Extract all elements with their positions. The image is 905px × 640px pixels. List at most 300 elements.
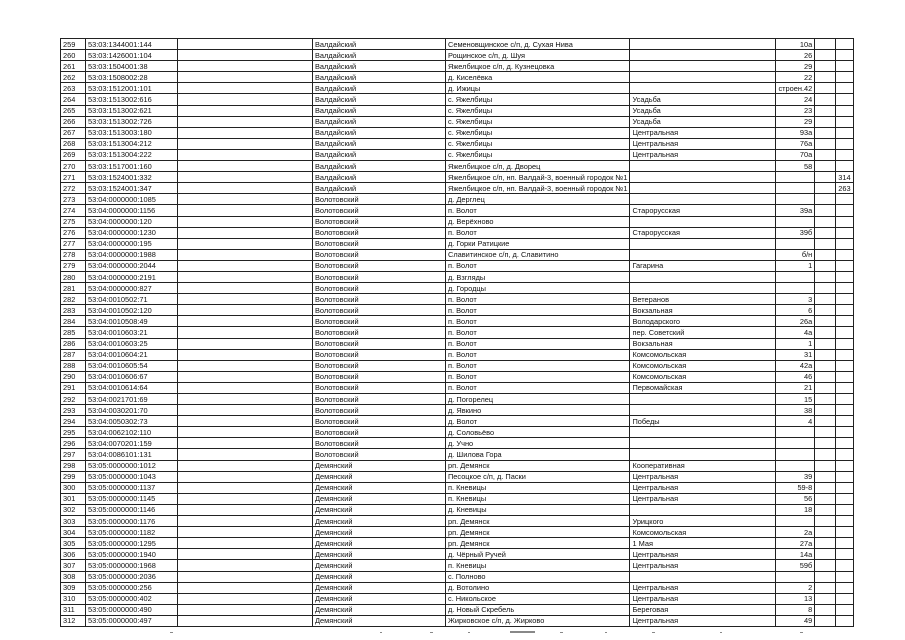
extra-number	[836, 593, 853, 604]
table-row	[61, 116, 854, 127]
street-cell: Вокзальная	[630, 338, 776, 349]
district-cell: Демянский	[313, 482, 446, 493]
blank-cell	[178, 194, 313, 205]
table-row	[61, 360, 854, 371]
house-number: 29	[776, 61, 815, 72]
row-number: 297	[61, 449, 86, 460]
blank-cell-2	[815, 249, 836, 260]
table-row	[61, 593, 854, 604]
house-number: 3	[776, 294, 815, 305]
address-cell: с. Яжелбицы	[446, 138, 630, 149]
address-cell: с. Никольское	[446, 593, 630, 604]
table-row	[61, 294, 854, 305]
extra-number	[836, 149, 853, 160]
house-number: 10а	[776, 39, 815, 50]
blank-cell	[178, 394, 313, 405]
blank-cell-2	[815, 371, 836, 382]
district-cell: Волотовский	[313, 316, 446, 327]
extra-number	[836, 249, 853, 260]
table-row	[61, 482, 854, 493]
row-number: 307	[61, 560, 86, 571]
cadastral-number: 53:04:0010603:21	[86, 327, 178, 338]
district-cell: Демянский	[313, 516, 446, 527]
table-row	[61, 249, 854, 260]
blank-cell-2	[815, 582, 836, 593]
cadastral-number: 53:05:0000000:256	[86, 582, 178, 593]
house-number	[776, 271, 815, 282]
house-number: 39б	[776, 227, 815, 238]
address-cell: д. Взгляды	[446, 271, 630, 282]
address-cell: п. Волот	[446, 205, 630, 216]
cadastral-number: 53:03:1524001:347	[86, 183, 178, 194]
house-number: 22	[776, 72, 815, 83]
blank-cell-2	[815, 39, 836, 50]
extra-number	[836, 94, 853, 105]
house-number: 39а	[776, 205, 815, 216]
address-cell: д. Новый Скребель	[446, 604, 630, 615]
address-cell: д. Киселёвка	[446, 72, 630, 83]
district-cell: Демянский	[313, 527, 446, 538]
row-number: 270	[61, 161, 86, 172]
house-number: 93а	[776, 127, 815, 138]
row-number: 308	[61, 571, 86, 582]
cadastral-number: 53:04:0010502:71	[86, 294, 178, 305]
row-number: 280	[61, 271, 86, 282]
house-number: 1	[776, 260, 815, 271]
address-cell: с. Яжелбицы	[446, 116, 630, 127]
table-row	[61, 615, 854, 626]
cadastral-number: 53:04:0050302:73	[86, 416, 178, 427]
blank-cell-2	[815, 61, 836, 72]
house-number: 13	[776, 593, 815, 604]
blank-cell	[178, 604, 313, 615]
address-cell: рп. Демянск	[446, 516, 630, 527]
address-cell: Жирковское с/п, д. Жирково	[446, 615, 630, 626]
row-number: 294	[61, 416, 86, 427]
street-cell	[630, 61, 776, 72]
street-cell	[630, 571, 776, 582]
row-number: 303	[61, 516, 86, 527]
house-number	[776, 238, 815, 249]
house-number: 8	[776, 604, 815, 615]
street-cell: Гагарина	[630, 260, 776, 271]
row-number: 262	[61, 72, 86, 83]
blank-cell-2	[815, 438, 836, 449]
table-row	[61, 394, 854, 405]
row-number: 299	[61, 471, 86, 482]
blank-cell	[178, 39, 313, 50]
street-cell	[630, 194, 776, 205]
extra-number	[836, 416, 853, 427]
blank-cell-2	[815, 516, 836, 527]
row-number: 282	[61, 294, 86, 305]
blank-cell-2	[815, 172, 836, 183]
row-number: 263	[61, 83, 86, 94]
address-cell: п. Кневицы	[446, 482, 630, 493]
cadastral-number: 53:04:0000000:2044	[86, 260, 178, 271]
house-number: 2	[776, 582, 815, 593]
house-number: 76а	[776, 138, 815, 149]
cadastral-number: 53:05:0000000:1968	[86, 560, 178, 571]
extra-number	[836, 460, 853, 471]
address-cell: Рощинское с/п, д. Шуя	[446, 50, 630, 61]
blank-cell	[178, 527, 313, 538]
house-number: 39	[776, 471, 815, 482]
address-cell: п. Волот	[446, 294, 630, 305]
blank-cell	[178, 538, 313, 549]
address-cell: п. Волот	[446, 305, 630, 316]
cadastral-number: 53:04:0000000:827	[86, 283, 178, 294]
cadastral-number: 53:04:0000000:2191	[86, 271, 178, 282]
extra-number	[836, 471, 853, 482]
scan-bottom-marks	[0, 630, 905, 636]
extra-number	[836, 216, 853, 227]
table-row	[61, 327, 854, 338]
district-cell: Валдайский	[313, 183, 446, 194]
street-cell: 1 Мая	[630, 538, 776, 549]
house-number: 14а	[776, 549, 815, 560]
table-row	[61, 216, 854, 227]
house-number: 4	[776, 416, 815, 427]
district-cell: Демянский	[313, 615, 446, 626]
extra-number	[836, 571, 853, 582]
extra-number	[836, 205, 853, 216]
street-cell	[630, 50, 776, 61]
cadastral-number: 53:05:0000000:1182	[86, 527, 178, 538]
blank-cell-2	[815, 105, 836, 116]
house-number	[776, 216, 815, 227]
address-cell: д. Горки Ратицкие	[446, 238, 630, 249]
blank-cell	[178, 371, 313, 382]
house-number: 21	[776, 382, 815, 393]
extra-number	[836, 316, 853, 327]
blank-cell	[178, 61, 313, 72]
row-number: 259	[61, 39, 86, 50]
blank-cell	[178, 94, 313, 105]
street-cell: Центральная	[630, 582, 776, 593]
address-cell: с. Яжелбицы	[446, 94, 630, 105]
street-cell	[630, 449, 776, 460]
extra-number	[836, 493, 853, 504]
blank-cell-2	[815, 94, 836, 105]
blank-cell	[178, 493, 313, 504]
district-cell: Волотовский	[313, 449, 446, 460]
blank-cell-2	[815, 238, 836, 249]
blank-cell	[178, 260, 313, 271]
district-cell: Волотовский	[313, 271, 446, 282]
extra-number	[836, 72, 853, 83]
address-cell: д. Соловьёво	[446, 427, 630, 438]
row-number: 287	[61, 349, 86, 360]
table-row	[61, 149, 854, 160]
address-cell: п. Волот	[446, 338, 630, 349]
cadastral-number: 53:04:0010606:67	[86, 371, 178, 382]
blank-cell-2	[815, 127, 836, 138]
table-row	[61, 61, 854, 72]
district-cell: Валдайский	[313, 172, 446, 183]
blank-cell-2	[815, 138, 836, 149]
blank-cell	[178, 615, 313, 626]
blank-cell	[178, 516, 313, 527]
row-number: 274	[61, 205, 86, 216]
district-cell: Волотовский	[313, 427, 446, 438]
district-cell: Демянский	[313, 504, 446, 515]
street-cell: Центральная	[630, 493, 776, 504]
blank-cell-2	[815, 382, 836, 393]
street-cell: Ветеранов	[630, 294, 776, 305]
blank-cell-2	[815, 294, 836, 305]
blank-cell-2	[815, 338, 836, 349]
row-number: 293	[61, 405, 86, 416]
blank-cell	[178, 205, 313, 216]
district-cell: Валдайский	[313, 39, 446, 50]
district-cell: Волотовский	[313, 283, 446, 294]
row-number: 309	[61, 582, 86, 593]
extra-number	[836, 449, 853, 460]
cadastral-number: 53:05:0000000:497	[86, 615, 178, 626]
extra-number	[836, 360, 853, 371]
row-number: 268	[61, 138, 86, 149]
blank-cell-2	[815, 527, 836, 538]
house-number: строен.42	[776, 83, 815, 94]
row-number: 304	[61, 527, 86, 538]
house-number: 56	[776, 493, 815, 504]
table-row	[61, 493, 854, 504]
district-cell: Демянский	[313, 471, 446, 482]
blank-cell-2	[815, 260, 836, 271]
house-number	[776, 438, 815, 449]
district-cell: Валдайский	[313, 149, 446, 160]
cadastral-number: 53:03:1513003:180	[86, 127, 178, 138]
street-cell: Комсомольская	[630, 527, 776, 538]
blank-cell-2	[815, 504, 836, 515]
district-cell: Волотовский	[313, 327, 446, 338]
table-row	[61, 371, 854, 382]
cadastral-number: 53:05:0000000:1940	[86, 549, 178, 560]
row-number: 275	[61, 216, 86, 227]
row-number: 277	[61, 238, 86, 249]
district-cell: Валдайский	[313, 116, 446, 127]
blank-cell-2	[815, 360, 836, 371]
district-cell: Волотовский	[313, 382, 446, 393]
table-row	[61, 194, 854, 205]
row-number: 305	[61, 538, 86, 549]
extra-number	[836, 394, 853, 405]
table-row	[61, 271, 854, 282]
blank-cell	[178, 482, 313, 493]
row-number: 271	[61, 172, 86, 183]
blank-cell-2	[815, 205, 836, 216]
house-number: 42а	[776, 360, 815, 371]
district-cell: Волотовский	[313, 349, 446, 360]
blank-cell	[178, 405, 313, 416]
street-cell	[630, 271, 776, 282]
table-row	[61, 382, 854, 393]
cadastral-number: 53:03:1513002:726	[86, 116, 178, 127]
cadastral-number: 53:04:0000000:1230	[86, 227, 178, 238]
cadastral-number: 53:04:0070201:159	[86, 438, 178, 449]
extra-number	[836, 427, 853, 438]
table-row	[61, 83, 854, 94]
cadastral-number: 53:04:0010614:64	[86, 382, 178, 393]
table-row	[61, 460, 854, 471]
address-cell: д. Городцы	[446, 283, 630, 294]
registry-rows	[61, 39, 854, 627]
address-cell: д. Шилова Гора	[446, 449, 630, 460]
cadastral-number: 53:05:0000000:1176	[86, 516, 178, 527]
blank-cell-2	[815, 316, 836, 327]
row-number: 284	[61, 316, 86, 327]
address-cell: Яжелбицкое с/п, нп. Валдай-3, военный городок №1	[446, 183, 630, 194]
blank-cell	[178, 183, 313, 194]
blank-cell	[178, 305, 313, 316]
street-cell	[630, 39, 776, 50]
cadastral-number: 53:03:1426001:104	[86, 50, 178, 61]
address-cell: п. Волот	[446, 227, 630, 238]
house-number: 4а	[776, 327, 815, 338]
extra-number	[836, 116, 853, 127]
address-cell: д. Погорелец	[446, 394, 630, 405]
street-cell: Центральная	[630, 138, 776, 149]
table-row	[61, 449, 854, 460]
cadastral-number: 53:03:1512001:101	[86, 83, 178, 94]
district-cell: Валдайский	[313, 105, 446, 116]
cadastral-number: 53:04:0062102:110	[86, 427, 178, 438]
extra-number	[836, 271, 853, 282]
street-cell: Первомайская	[630, 382, 776, 393]
address-cell: п. Волот	[446, 371, 630, 382]
blank-cell	[178, 360, 313, 371]
district-cell: Волотовский	[313, 416, 446, 427]
table-row	[61, 183, 854, 194]
extra-number	[836, 549, 853, 560]
cadastral-number: 53:04:0000000:195	[86, 238, 178, 249]
blank-cell-2	[815, 571, 836, 582]
house-number: 49	[776, 615, 815, 626]
blank-cell-2	[815, 216, 836, 227]
address-cell: с. Полново	[446, 571, 630, 582]
blank-cell-2	[815, 615, 836, 626]
address-cell: Яжелбицкое с/п, д. Дворец	[446, 161, 630, 172]
cadastral-number: 53:03:1513002:621	[86, 105, 178, 116]
district-cell: Валдайский	[313, 72, 446, 83]
table-row	[61, 471, 854, 482]
cadastral-number: 53:04:0000000:1085	[86, 194, 178, 205]
district-cell: Демянский	[313, 604, 446, 615]
blank-cell-2	[815, 227, 836, 238]
cadastral-number: 53:05:0000000:490	[86, 604, 178, 615]
street-cell: Центральная	[630, 149, 776, 160]
district-cell: Демянский	[313, 549, 446, 560]
cadastral-number: 53:05:0000000:402	[86, 593, 178, 604]
extra-number	[836, 294, 853, 305]
table-row	[61, 571, 854, 582]
cadastral-number: 53:05:0000000:1145	[86, 493, 178, 504]
address-cell: с. Яжелбицы	[446, 127, 630, 138]
blank-cell	[178, 249, 313, 260]
table-row	[61, 349, 854, 360]
row-number: 279	[61, 260, 86, 271]
district-cell: Демянский	[313, 593, 446, 604]
table-row	[61, 427, 854, 438]
address-cell: рп. Демянск	[446, 527, 630, 538]
extra-number	[836, 127, 853, 138]
blank-cell	[178, 449, 313, 460]
house-number: 23	[776, 105, 815, 116]
blank-cell	[178, 172, 313, 183]
address-cell: Яжелбицкое с/п, нп. Валдай-3, военный городок №1	[446, 172, 630, 183]
extra-number	[836, 227, 853, 238]
blank-cell	[178, 83, 313, 94]
house-number	[776, 571, 815, 582]
cadastral-number: 53:03:1344001:144	[86, 39, 178, 50]
street-cell: Комсомольская	[630, 371, 776, 382]
street-cell: Вокзальная	[630, 305, 776, 316]
address-cell: п. Волот	[446, 349, 630, 360]
house-number	[776, 194, 815, 205]
cadastral-number: 53:04:0000000:120	[86, 216, 178, 227]
street-cell	[630, 72, 776, 83]
house-number: 59-8	[776, 482, 815, 493]
row-number: 288	[61, 360, 86, 371]
street-cell	[630, 405, 776, 416]
row-number: 290	[61, 371, 86, 382]
street-cell: Володарского	[630, 316, 776, 327]
street-cell	[630, 238, 776, 249]
street-cell: Комсомольская	[630, 360, 776, 371]
district-cell: Демянский	[313, 460, 446, 471]
blank-cell-2	[815, 349, 836, 360]
street-cell: Центральная	[630, 482, 776, 493]
row-number: 264	[61, 94, 86, 105]
cadastral-number: 53:04:0010508:49	[86, 316, 178, 327]
table-row	[61, 161, 854, 172]
table-row	[61, 538, 854, 549]
house-number: 18	[776, 504, 815, 515]
blank-cell	[178, 116, 313, 127]
district-cell: Волотовский	[313, 249, 446, 260]
blank-cell-2	[815, 194, 836, 205]
cadastral-number: 53:03:1508002:28	[86, 72, 178, 83]
table-row	[61, 527, 854, 538]
extra-number	[836, 238, 853, 249]
table-row	[61, 39, 854, 50]
blank-cell-2	[815, 327, 836, 338]
blank-cell-2	[815, 83, 836, 94]
street-cell	[630, 183, 776, 194]
table-row	[61, 549, 854, 560]
table-row	[61, 582, 854, 593]
address-cell: с. Яжелбицы	[446, 149, 630, 160]
row-number: 269	[61, 149, 86, 160]
district-cell: Волотовский	[313, 238, 446, 249]
address-cell: Песоцкое с/п, д. Паски	[446, 471, 630, 482]
row-number: 292	[61, 394, 86, 405]
address-cell: п. Волот	[446, 327, 630, 338]
blank-cell	[178, 593, 313, 604]
address-cell: п. Кневицы	[446, 560, 630, 571]
street-cell	[630, 438, 776, 449]
cadastral-number: 53:03:1513002:616	[86, 94, 178, 105]
district-cell: Волотовский	[313, 360, 446, 371]
district-cell: Валдайский	[313, 138, 446, 149]
blank-cell	[178, 50, 313, 61]
house-number: 2а	[776, 527, 815, 538]
row-number: 301	[61, 493, 86, 504]
house-number: 15	[776, 394, 815, 405]
house-number	[776, 183, 815, 194]
address-cell: Семеновщинское с/п, д. Сухая Нива	[446, 39, 630, 50]
